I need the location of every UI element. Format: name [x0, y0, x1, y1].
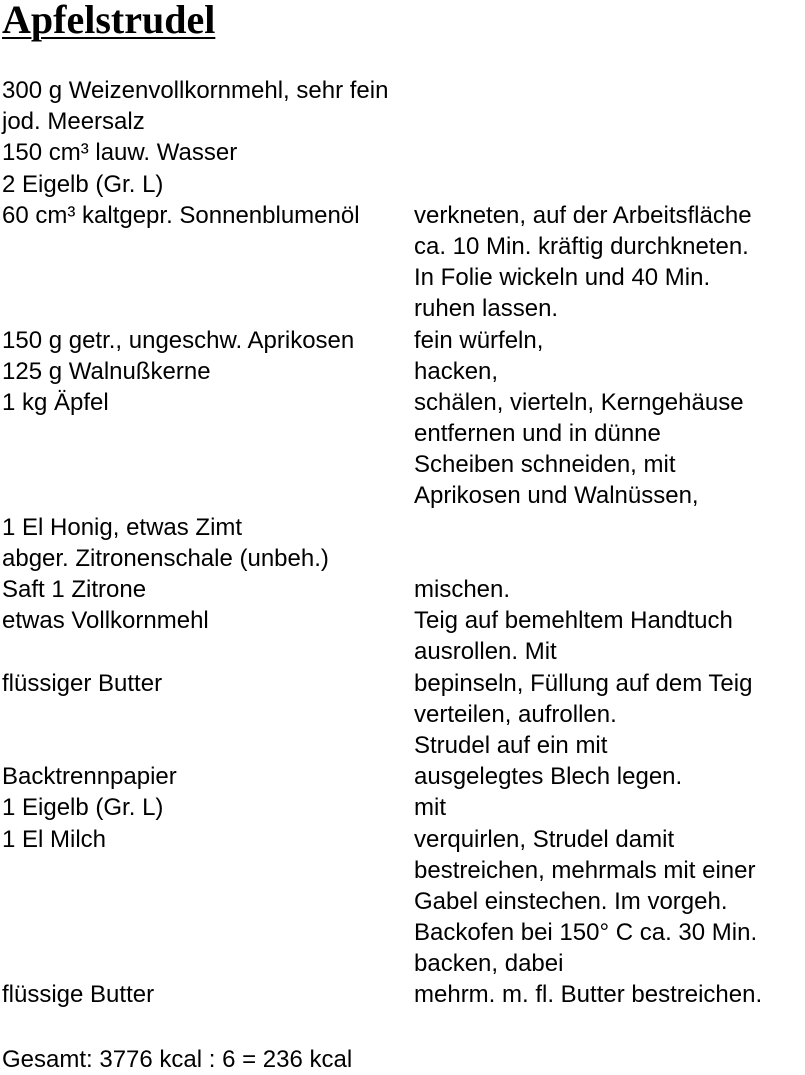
recipe-row: [0, 512, 805, 543]
instruction-text: [414, 137, 805, 168]
page-title: Apfelstrudel: [2, 0, 216, 42]
recipe-row: [0, 605, 805, 636]
recipe-row: [0, 543, 805, 574]
recipe-row: [0, 480, 805, 511]
instruction-text: [414, 543, 805, 574]
recipe-row: [0, 574, 805, 605]
instruction-text: verteilen, aufrollen.: [414, 700, 617, 728]
ingredient-text: [0, 730, 414, 761]
instruction-text: ausgelegtes Blech legen.: [414, 763, 683, 791]
ingredient-text: 1 kg Äpfel: [2, 388, 109, 416]
instruction-text: Gabel einstechen. Im vorgeh.: [414, 887, 728, 915]
ingredient-text: [0, 449, 414, 480]
instruction-text: fein würfeln,: [414, 326, 544, 354]
ingredient-text: [0, 699, 414, 730]
instruction-text: mehrm. m. fl. Butter bestreichen.: [414, 981, 763, 1009]
instruction-text: In Folie wickeln und 40 Min.: [414, 264, 711, 292]
ingredient-text: 150 cm³ lauw. Wasser: [2, 139, 238, 167]
recipe-row: [0, 418, 805, 449]
recipe-row: [0, 886, 805, 917]
ingredient-text: [0, 480, 414, 511]
instruction-text: verquirlen, Strudel damit: [414, 825, 675, 853]
recipe-row: [0, 231, 805, 262]
recipe-row: [0, 792, 805, 823]
instruction-text: mischen.: [414, 576, 511, 603]
ingredient-text: [0, 418, 414, 449]
recipe-row: [0, 699, 805, 730]
recipe-row: [0, 200, 805, 231]
ingredient-text: [0, 917, 414, 948]
ingredient-text: flüssige Butter: [2, 981, 155, 1009]
instruction-text: mit: [414, 794, 446, 822]
recipe-row: [0, 75, 805, 106]
instruction-text: entfernen und in dünne: [414, 420, 661, 448]
recipe-row: [0, 137, 805, 168]
recipe-row: [0, 761, 805, 792]
instruction-text: ruhen lassen.: [414, 295, 559, 323]
instruction-text: Teig auf bemehltem Handtuch: [414, 607, 733, 635]
ingredient-text: Saft 1 Zitrone: [2, 576, 147, 603]
ingredient-text: 300 g Weizenvollkornmehl, sehr fein: [2, 77, 389, 104]
recipe-row: [0, 169, 805, 200]
recipe-row: [0, 948, 805, 979]
ingredient-text: [0, 886, 414, 917]
instruction-text: Scheiben schneiden, mit: [414, 451, 676, 479]
instruction-text: ausrollen. Mit: [414, 638, 557, 666]
recipe-row: [0, 636, 805, 667]
instruction-text: [414, 106, 805, 137]
ingredient-text: 1 Eigelb (Gr. L): [2, 794, 164, 822]
ingredient-text: etwas Vollkornmehl: [2, 607, 209, 635]
ingredient-text: [0, 636, 414, 667]
instruction-text: Aprikosen und Walnüssen,: [414, 482, 699, 510]
instruction-text: [414, 512, 805, 543]
ingredient-text: [0, 262, 414, 293]
ingredient-text: jod. Meersalz: [2, 108, 145, 136]
ingredient-text: 1 El Milch: [2, 825, 107, 853]
recipe-row: [0, 668, 805, 699]
instruction-text: bepinseln, Füllung auf dem Teig: [414, 669, 753, 697]
instruction-text: schälen, vierteln, Kerngehäuse: [414, 388, 744, 416]
recipe-row: [0, 106, 805, 137]
recipe-row: [0, 387, 805, 418]
instruction-text: Backofen bei 150° C ca. 30 Min.: [414, 919, 758, 947]
ingredient-text: abger. Zitronenschale (unbeh.): [2, 544, 329, 572]
instruction-text: verkneten, auf der Arbeitsfläche: [414, 201, 752, 229]
ingredient-text: 2 Eigelb (Gr. L): [2, 170, 164, 198]
recipe-row: [0, 356, 805, 387]
ingredient-text: 150 g getr., ungeschw. Aprikosen: [2, 326, 355, 354]
recipe-row: [0, 917, 805, 948]
recipe-row: [0, 730, 805, 761]
instruction-text: Strudel auf ein mit: [414, 731, 608, 759]
instruction-text: hacken,: [414, 357, 499, 385]
ingredient-text: [0, 231, 414, 262]
instruction-text: bestreichen, mehrmals mit einer: [414, 856, 756, 884]
recipe-row: [0, 449, 805, 480]
instruction-text: [414, 75, 805, 106]
recipe-body: [0, 75, 805, 1011]
recipe-row: [0, 262, 805, 293]
ingredient-text: 125 g Walnußkerne: [2, 357, 211, 385]
recipe-row: [0, 325, 805, 356]
ingredient-text: [0, 293, 414, 324]
recipe-row: [0, 855, 805, 886]
instruction-text: backen, dabei: [414, 950, 564, 978]
instruction-text: ca. 10 Min. kräftig durchkneten.: [414, 232, 749, 260]
recipe-row: [0, 824, 805, 855]
ingredient-text: Backtrennpapier: [2, 763, 177, 791]
recipe-row: [0, 979, 805, 1010]
ingredient-text: [0, 855, 414, 886]
instruction-text: [414, 169, 805, 200]
ingredient-text: 1 El Honig, etwas Zimt: [2, 513, 243, 541]
ingredient-text: [0, 948, 414, 979]
recipe-row: [0, 293, 805, 324]
ingredient-text: flüssiger Butter: [2, 669, 163, 697]
ingredient-text: 60 cm³ kaltgepr. Sonnenblumenöl: [2, 201, 360, 229]
calorie-total: Gesamt: 3776 kcal : 6 = 236 kcal: [2, 1046, 353, 1073]
